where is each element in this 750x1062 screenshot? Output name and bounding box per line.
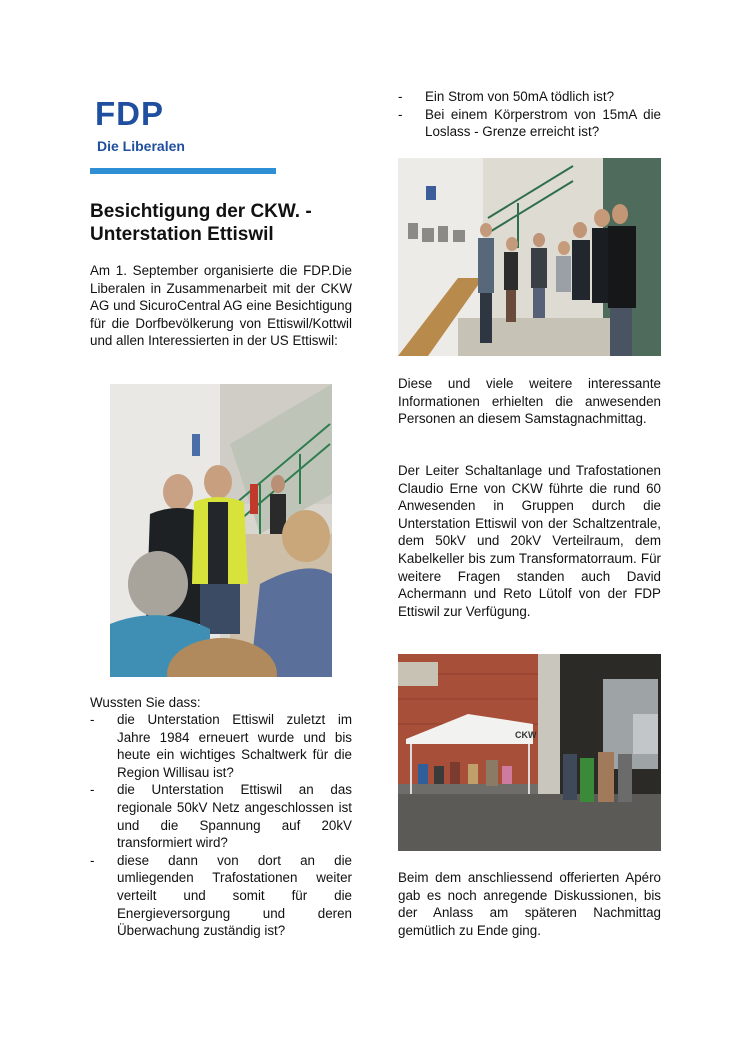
intro-paragraph: Am 1. September organisierte die FDP.Die Liberalen in Zusammenarbeit mit der CKW AG und SicuroCentral AG eine Besichtigung für die Dorfbevölkerung von Ettiswil/Kottwil und allen Interessierten in der US Ettiswil:: [90, 263, 353, 349]
photo-group-hallway: [398, 158, 661, 356]
facts-list-right: [398, 88, 661, 141]
fact-item: - die Unterstation Ettiswil zuletzt im Jahre 1984 erneuert wurde und bis heute ein wichtiges Schaltwerk für die Region Willisau ist?: [90, 711, 352, 781]
fact-item: - Ein Strom von 50mA tödlich ist?: [398, 88, 661, 106]
article-title: Besichtigung der CKW. - Unterstation Ettiswil: [90, 201, 312, 245]
apero-paragraph: Beim dem anschliessend offerierten Apéro gab es noch anregende Diskussionen, bis der Anlass am späteren Nachmittag gemütlich zu Ende ging.: [398, 870, 661, 938]
fact-item: - Bei einem Körperstrom von 15mA die Loslass - Grenze erreicht ist?: [398, 106, 661, 141]
fact-item: - diese dann von dort an die umliegenden Trafostationen weiter verteilt und somit für die Energieversorgung und deren Überwachung zuständig ist?: [90, 852, 352, 940]
did-you-know-heading: Wussten Sie dass:: [90, 695, 201, 710]
fact-item: - die Unterstation Ettiswil an das regionale 50kV Netz angeschlossen ist und die Spannung auf 20kV transformiert wird?: [90, 781, 352, 851]
leader-paragraph: Der Leiter Schaltanlage und Trafostationen Claudio Erne von CKW führte die rund 60 Anwesenden in Gruppen durch die Unterstation Ettiswil von der Schaltzentrale, dem 50kV und 20kV Verteilraum, dem Kabelkeller bis zum Transformatorraum. Für weitere Fragen standen auch David Achermann und Reto Lütolf von der FDP Ettiswil zur Verfügung.: [398, 463, 661, 619]
photo-guided-tour-stairwell: [110, 384, 332, 677]
info-paragraph: Diese und viele weitere interessante Informationen erhielten die anwesenden Personen an diesem Samstagnachmittag.: [398, 376, 661, 427]
fdp-logo-text: FDP: [95, 95, 164, 132]
fdp-logo-tagline: Die Liberalen: [97, 138, 185, 154]
facts-list-left: [90, 711, 352, 940]
photo-apero-tent: [398, 654, 661, 851]
tent-ckw-label: CKW: [515, 730, 537, 740]
logo-underline-bar: [90, 168, 276, 174]
